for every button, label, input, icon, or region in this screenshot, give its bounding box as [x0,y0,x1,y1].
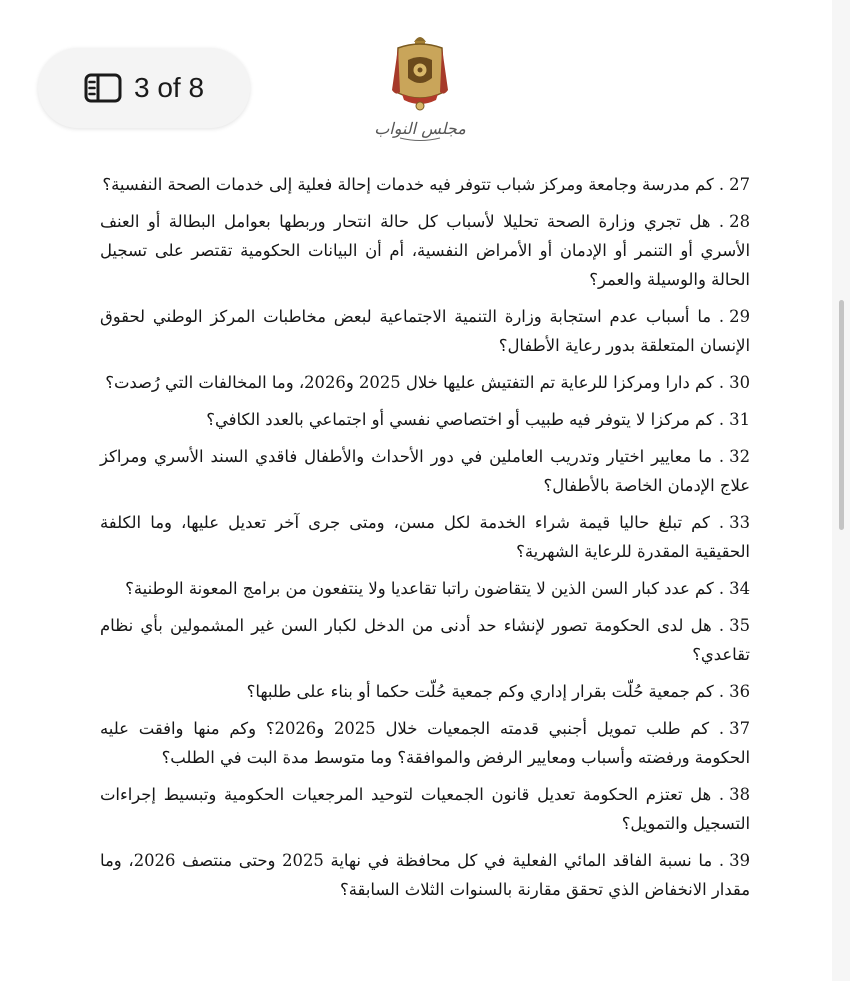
question-item: 39. ما نسبة الفاقد المائي الفعلية في كل محافظة في نهاية 2025 وحتى منتصف 2026، وما مقدار الانخفاض الذي تحقق مقارنة بالسنوات الثلاث السابقة؟ [100,851,750,899]
question-item: 34. كم عدد كبار السن الذين لا يتقاضون راتبا تقاعديا ولا ينتفعون من برامج المعونة الوطنية؟ [125,579,750,598]
parliament-signature-text: مجلس النواب [374,119,466,138]
question-number: 35 [729,616,751,635]
question-number: 31 [729,410,750,429]
page-counter-text: 3 of 8 [133,72,205,103]
question-text: كم جمعية حُلّت بقرار إداري وكم جمعية حُلّت حكما أو بناء على طلبها؟ [246,682,714,701]
question-number: 39 [729,851,750,870]
question-text: كم طلب تمويل أجنبي قدمته الجمعيات خلال 2025 و2026؟ وكم منها وافقت عليه الحكومة ورفضته وأسباب ومعايير الرفض والموافقة؟ وما متوسط مدة البت في الطلب؟ [100,719,750,767]
question-item: 29. ما أسباب عدم استجابة وزارة التنمية الاجتماعية لبعض مخاطبات المركز الوطني لحقوق الإنسان المتعلقة بدور رعاية الأطفال؟ [100,307,750,355]
question-number: 30 [729,373,750,392]
question-text: كم مدرسة وجامعة ومركز شباب تتوفر فيه خدمات إحالة فعلية إلى خدمات الصحة النفسية؟ [102,175,714,194]
page-counter-pill[interactable] [38,48,250,128]
questions-list [100,170,750,912]
question-text: هل تجري وزارة الصحة تحليلا لأسباب كل حالة انتحار وربطها بعوامل البطالة أو العنف الأسري أو التنمر أو الإدمان أو الأمراض النفسية، أم أن البيانات الحكومية تقتصر على تسجيل الحالة والوسيلة والعمر؟ [100,212,750,289]
question-item: 35. هل لدى الحكومة تصور لإنشاء حد أدنى من الدخل لكبار السن غير المشمولين بأي نظام تقاعدي؟ [100,616,751,664]
question-item: 36. كم جمعية حُلّت بقرار إداري وكم جمعية حُلّت حكما أو بناء على طلبها؟ [246,682,750,701]
question-item: 32. ما معايير اختيار وتدريب العاملين في دور الأحداث والأطفال فاقدي السند الأسري ومراكز علاج الإدمان الخاصة بالأطفال؟ [100,447,751,495]
question-number: 38 [729,785,750,804]
question-item: 31. كم مركزا لا يتوفر فيه طبيب أو اختصاصي نفسي أو اجتماعي بالعدد الكافي؟ [206,410,750,429]
question-number: 37 [729,719,750,738]
parliament-signature-icon [370,112,470,146]
question-number: 32 [729,447,751,466]
question-item: 28. هل تجري وزارة الصحة تحليلا لأسباب كل حالة انتحار وربطها بعوامل البطالة أو العنف الأسري أو التنمر أو الإدمان أو الأمراض النفسية، أم أن البيانات الحكومية تقتصر على تسجيل الحالة والوسيلة والعمر؟ [100,212,750,289]
question-number: 28 [729,212,750,231]
question-item: 30. كم دارا ومركزا للرعاية تم التفتيش عليها خلال 2025 و2026، وما المخالفات التي رُصدت؟ [105,373,750,392]
question-number: 34 [729,579,750,598]
question-number: 33 [729,513,751,532]
document-header [370,30,470,146]
coat-of-arms-icon [370,30,470,112]
question-text: كم تبلغ حاليا قيمة شراء الخدمة لكل مسن، ومتى جرى آخر تعديل عليها، وما الكلفة الحقيقية المقدرة للرعاية الشهرية؟ [100,513,750,561]
question-text: كم عدد كبار السن الذين لا يتقاضون راتبا تقاعديا ولا ينتفعون من برامج المعونة الوطنية؟ [125,579,714,598]
question-text: كم دارا ومركزا للرعاية تم التفتيش عليها خلال 2025 و2026، وما المخالفات التي رُصدت؟ [105,373,714,392]
question-item: 27. كم مدرسة وجامعة ومركز شباب تتوفر فيه خدمات إحالة فعلية إلى خدمات الصحة النفسية؟ [102,175,750,194]
question-item: 38. هل تعتزم الحكومة تعديل قانون الجمعيات لتوحيد المرجعيات الحكومية وتبسيط إجراءات التسجيل والتمويل؟ [100,785,750,833]
question-text: ما نسبة الفاقد المائي الفعلية في كل محافظة في نهاية 2025 وحتى منتصف 2026، وما مقدار الانخفاض الذي تحقق مقارنة بالسنوات الثلاث السابقة؟ [100,851,750,899]
question-text: هل تعتزم الحكومة تعديل قانون الجمعيات لتوحيد المرجعيات الحكومية وتبسيط إجراءات التسجيل والتمويل؟ [100,785,750,833]
question-number: 27 [729,175,750,194]
question-item: 33. كم تبلغ حاليا قيمة شراء الخدمة لكل مسن، ومتى جرى آخر تعديل عليها، وما الكلفة الحقيقية المقدرة للرعاية الشهرية؟ [100,513,751,561]
question-text: ما معايير اختيار وتدريب العاملين في دور الأحداث والأطفال فاقدي السند الأسري ومراكز علاج الإدمان الخاصة بالأطفال؟ [100,447,750,495]
question-number: 29 [729,307,750,326]
scrollbar-track[interactable] [832,0,850,981]
question-text: ما أسباب عدم استجابة وزارة التنمية الاجتماعية لبعض مخاطبات المركز الوطني لحقوق الإنسان المتعلقة بدور رعاية الأطفال؟ [100,307,750,355]
question-text: كم مركزا لا يتوفر فيه طبيب أو اختصاصي نفسي أو اجتماعي بالعدد الكافي؟ [206,410,714,429]
question-number: 36 [729,682,750,701]
scrollbar-thumb[interactable] [839,300,844,530]
question-text: هل لدى الحكومة تصور لإنشاء حد أدنى من الدخل لكبار السن غير المشمولين بأي نظام تقاعدي؟ [100,616,750,664]
question-item: 37. كم طلب تمويل أجنبي قدمته الجمعيات خلال 2025 و2026؟ وكم منها وافقت عليه الحكومة ورفضته وأسباب ومعايير الرفض والموافقة؟ وما متوسط مدة البت في الطلب؟ [100,719,750,767]
page-list-icon [84,73,122,103]
